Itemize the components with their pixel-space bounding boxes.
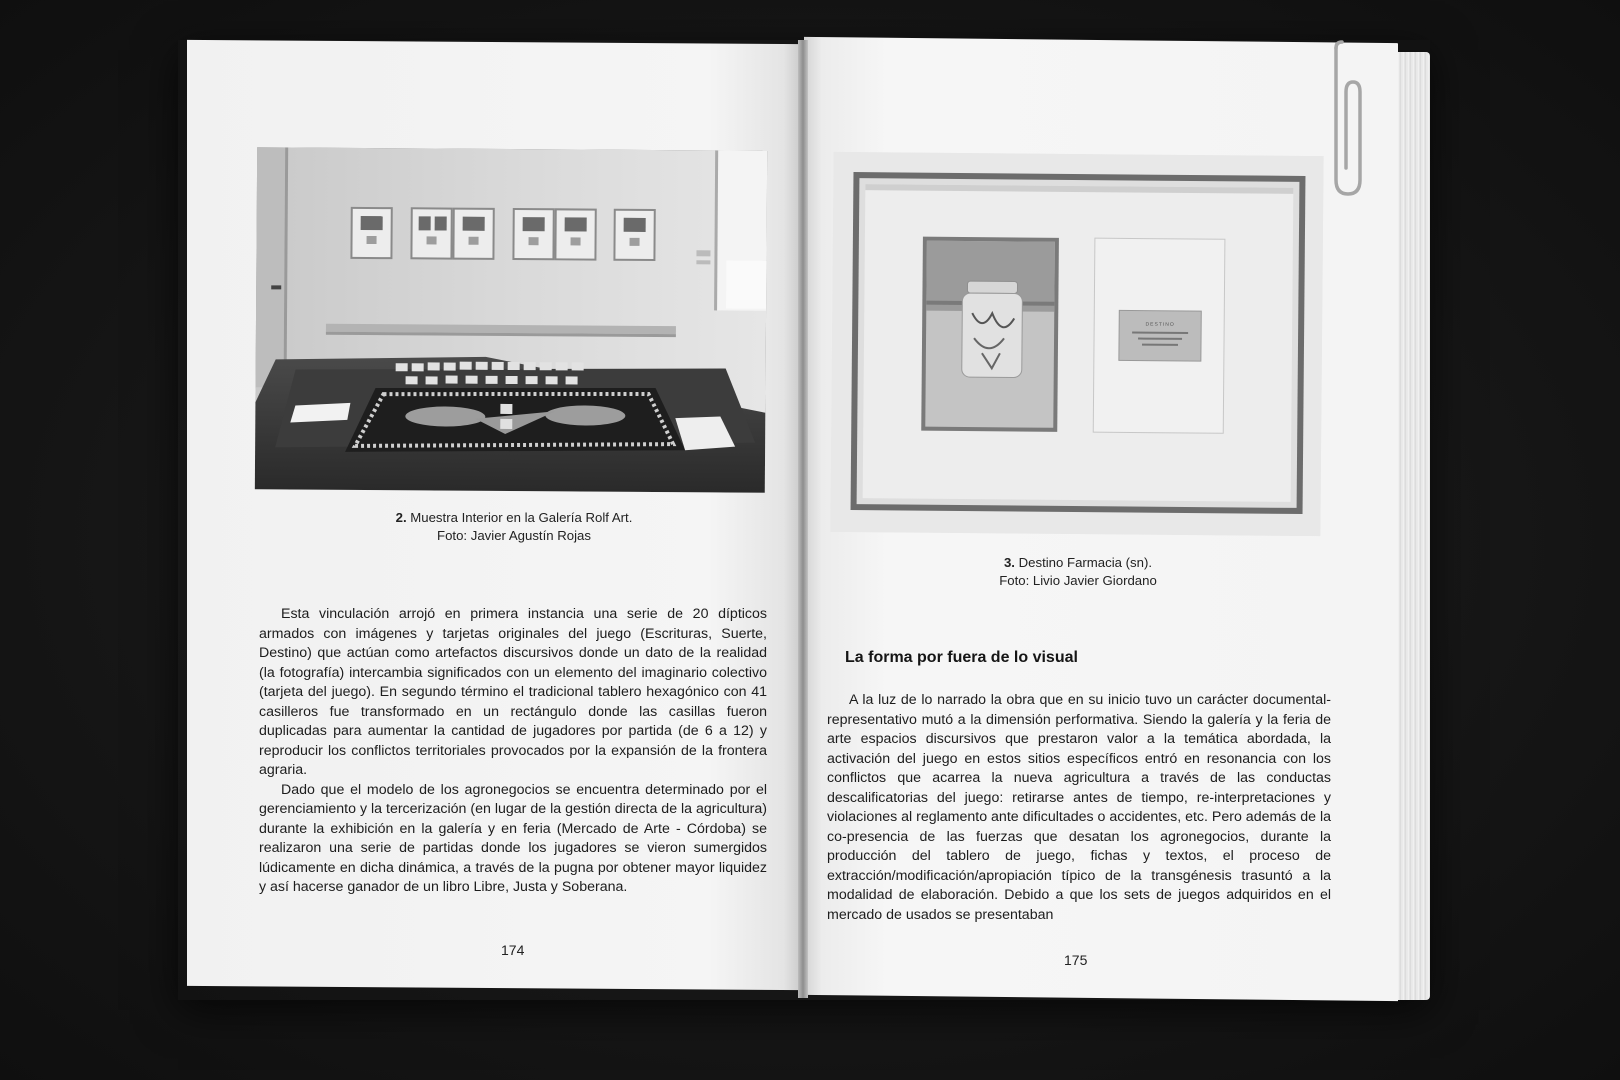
left-paragraph-2: Dado que el modelo de los agronegocios se encuentra determinado por el gerenciamiento y la tercerización (en lugar de la gestión directa de la agricultura) durante la exhibición en la galería y en feria (Mercado de Arte - Córdoba) se realizaron una serie de partidas donde los jugadores se vieron sumergidos lúdicamente en dicha dinámica, a través de la pugna por obtener mayor liquidez y así hacerse ganador de un libro Libre, Justa y Soberana. <box>259 781 767 895</box>
book-gutter <box>798 40 808 998</box>
right-page-number: 175 <box>1064 952 1088 968</box>
figure-2-title: Muestra Interior en la Galería Rolf Art. <box>410 510 633 525</box>
gallery-photo-svg <box>255 147 767 493</box>
figure-3-number: 3. <box>1003 555 1015 570</box>
figure-2-caption <box>256 509 772 545</box>
right-paragraph-1: A la luz de lo narrado la obra que en su inicio tuvo un carácter documental-representativo mutó a la dimensión performativa. Siendo la galería y la feria de arte espacios discursivos que prestaron valor a la temática abordada, la activación del juego en estos sitios específicos entró en resonancia con los conflictos que acarrea la nueva agricultura a través de las conductas descalificatorias del juego: retirarse antes de tiempo, re-interpretaciones y violaciones al reglamento ante dificultades o accidentes, etc. Pero además de la co-presencia de las fuerzas que desatan los agronegocios, durante la producción del tablero de juego, fichas y textos, el proceso de extracción/modificación/apropiación típico de la transgénesis trasuntó a la modalidad de elaboración. Debido a que los sets de juegos adquiridos en el mercado de usados se presentaban <box>827 692 1331 923</box>
gallery-photo <box>255 147 767 493</box>
figure-3-caption <box>828 554 1328 590</box>
destino-card-label: DESTINO <box>1145 321 1175 328</box>
figure-2-credit: Foto: Javier Agustín Rojas <box>437 528 591 543</box>
figure-3-credit: Foto: Livio Javier Giordano <box>999 573 1157 588</box>
section-heading: La forma por fuera de lo visual <box>845 649 1078 666</box>
paperclip-icon <box>1326 40 1372 200</box>
figure-3-title: Destino Farmacia (sn). <box>1018 555 1153 570</box>
left-page-number: 174 <box>501 942 525 958</box>
left-body-text <box>259 605 767 898</box>
right-body-text <box>827 691 1331 925</box>
diptych-photo <box>830 152 1323 536</box>
diptych-photo-svg <box>830 152 1323 536</box>
left-paragraph-1: Esta vinculación arrojó en primera instancia una serie de 20 dípticos armados con imágenes y tarjetas originales del juego (Escrituras, Suerte, Destino) que actúan como artefactos discursivos donde un dato de la realidad (la fotografía) intercambia significados con un elemento del imaginario colectivo (tarjeta del juego). En segundo término el tradicional tablero hexagónico con 41 casilleros fue transformado en un rectángulo donde las casillas fueron duplicadas para aumentar la cantidad de jugadores por partida (de 6 a 12) y reproducir los conflictos territoriales provocados por la expansión de la frontera agraria. <box>259 606 767 778</box>
figure-2-number: 2. <box>395 510 407 525</box>
